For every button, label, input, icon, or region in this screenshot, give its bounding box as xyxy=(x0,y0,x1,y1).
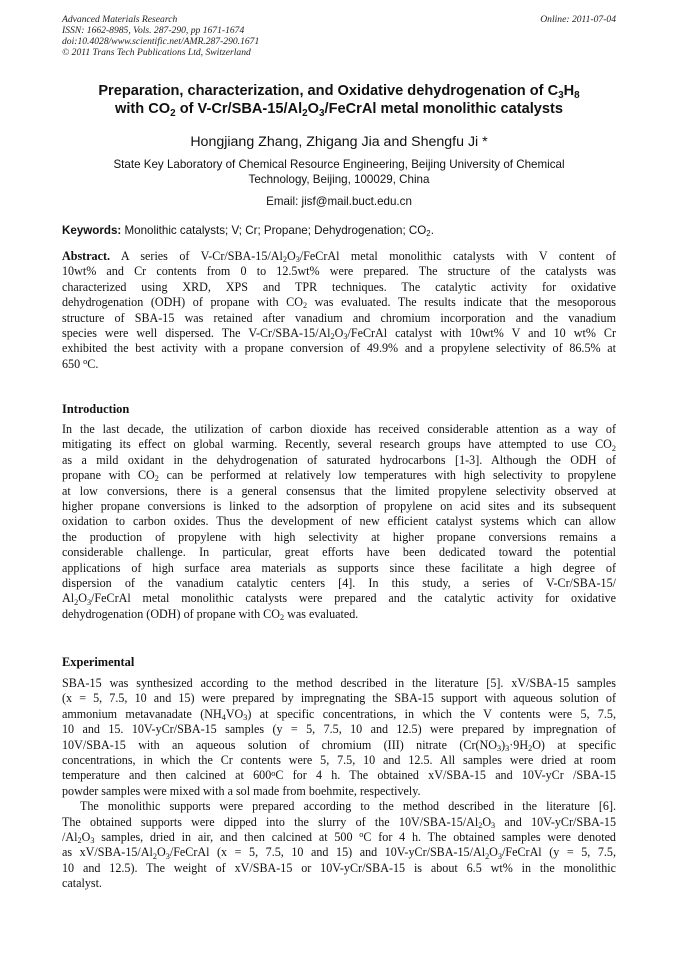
subscript-text: 3 xyxy=(497,851,503,861)
paper-title xyxy=(62,82,616,118)
text-line: The monolithic supports were prepared according to the method described in the literature [6]. xyxy=(80,799,616,814)
text-line xyxy=(62,249,616,264)
text-line xyxy=(62,591,616,606)
journal-doi: doi:10.4028/www.scientific.net/AMR.287-290.1671 xyxy=(62,36,260,47)
text-line xyxy=(62,357,616,372)
text-line: as a mild oxidant in the dehydrogenation of saturated hydrocarbons [1-3]. Although the ODH of xyxy=(62,452,616,467)
subscript-text: 2 xyxy=(77,836,82,846)
text-fragment: as xV/SBA-15/Al xyxy=(62,845,153,860)
text-line: applications of high surface area materials as supports since these facilitate a high degree of xyxy=(62,560,616,575)
journal-copyright: © 2011 Trans Tech Publications Ltd, Switzerland xyxy=(62,47,251,58)
text-fragment: Monolithic catalysts; V; Cr; Propane; Dehydrogenation; CO xyxy=(121,224,427,237)
text-fragment: samples, dried in air, and then calcined at 500 xyxy=(94,829,360,844)
text-fragment: O xyxy=(286,249,296,263)
text-fragment: was evaluated. The results indicate that the mesoporous xyxy=(307,295,616,310)
abstract-paragraph xyxy=(62,249,616,372)
text-line xyxy=(62,845,616,860)
text-fragment: O xyxy=(482,814,492,829)
introduction-paragraph xyxy=(62,422,616,622)
subscript-text: 2 xyxy=(426,229,431,239)
subscript-text: 2 xyxy=(279,612,285,622)
text-line: higher propane conversions is linked to the adsorption of propylene on acid sites and its subsequent xyxy=(62,498,616,513)
subscript-text: 3 xyxy=(86,597,92,607)
text-line: characterized using XRD, XPS and TPR techniques. The catalytic activity for oxidative xyxy=(62,279,616,294)
text-fragment: 650 xyxy=(62,356,84,371)
text-line: In the last decade, the utilization of carbon dioxide has received considerable attention as a way of xyxy=(62,422,616,436)
text-line xyxy=(62,295,616,310)
text-line: (x = 5, 7.5, 10 and 15) were prepared by impregnating the SBA-15 support with aqueous solution of xyxy=(62,691,616,706)
abstract-label: Abstract. xyxy=(62,249,111,263)
subscript-text: 2 xyxy=(152,851,157,861)
text-line xyxy=(62,768,616,783)
text-fragment: O xyxy=(78,591,87,606)
text-line: SBA-15 was synthesized according to the method described in the literature [5]. xV/SBA-15 samples xyxy=(62,676,616,690)
text-line: considerable challenge. In particular, great efforts have been dedicated toward the potential xyxy=(62,545,616,560)
subscript-text: 3 xyxy=(319,107,325,119)
subscript-text: 2 xyxy=(528,743,533,753)
subscript-text: 2 xyxy=(282,255,287,265)
text-fragment: O xyxy=(81,829,91,844)
subscript-text: 3 xyxy=(491,820,496,830)
text-fragment: ·9H xyxy=(509,737,529,752)
text-line: oxidation to carbon oxides. Thus the development of new efficient catalyst systems which can allow xyxy=(62,514,616,529)
subscript-text: 3 xyxy=(497,743,502,753)
text-line: 10 and 12.5). The weight of xV/SBA-15 or 10V-yCr/SBA-15 is about 6.5 wt% in the monolithic xyxy=(62,860,616,875)
subscript-text: 2 xyxy=(154,474,159,484)
superscript-text: o xyxy=(359,830,364,840)
text-fragment: C. xyxy=(87,356,99,371)
online-date: Online: 2011-07-04 xyxy=(540,14,616,25)
text-line: 10wt% and Cr contents from 0 to 12.5wt% were prepared. The structure of the catalysts was xyxy=(62,264,616,279)
title-line-1 xyxy=(62,82,616,100)
text-fragment: Preparation, characterization, and Oxidative dehydrogenation of C xyxy=(98,83,559,99)
subscript-text: 4 xyxy=(221,713,226,723)
text-line xyxy=(62,326,616,341)
text-fragment: ) at specific concentrations, in which the V contents were 5, 7.5, xyxy=(247,706,616,721)
text-line: at low conversions, there is a general consensus that the limited propylene selectivity observed at xyxy=(62,483,616,498)
text-fragment: mitigating its effect on global warming. Recently, several research groups have attempted to use CO xyxy=(62,437,612,452)
subscript-text: 3 xyxy=(295,255,300,265)
text-fragment: O xyxy=(156,845,166,860)
subscript-text: 2 xyxy=(330,332,335,342)
text-fragment: can be performed at relatively low temperatures with high selectivity to propylene xyxy=(158,468,616,483)
subscript-text: 3 xyxy=(558,89,564,101)
subscript-text: 3 xyxy=(243,713,248,723)
affiliation: State Key Laboratory of Chemical Resource Engineering, Beijing University of Chemical Technology, Beijing, 100029, China xyxy=(113,158,565,186)
text-fragment: temperature and then calcined at 600 xyxy=(62,768,272,783)
text-line: catalyst. xyxy=(62,876,102,891)
journal-name: Advanced Materials Research xyxy=(62,14,178,25)
text-fragment: H xyxy=(563,83,575,99)
text-line: concentrations, in which the Cr contents were 5, 7.5, 10 and 12.5. All samples were dried at room xyxy=(62,752,616,767)
text-fragment: /FeCrAl metal monolithic catalysts were prepared and the catalytic activity for oxidative xyxy=(91,591,616,606)
text-fragment: /FeCrAl catalyst with 10wt% V and 10 wt% Cr xyxy=(347,325,616,340)
subscript-text: 3 xyxy=(165,851,170,861)
text-fragment: was evaluated. xyxy=(284,606,359,621)
subscript-text: 2 xyxy=(611,443,616,453)
text-line xyxy=(62,707,616,722)
author-list: Hongjiang Zhang, Zhigang Jia and Shengfu Ji * xyxy=(190,134,488,150)
text-fragment: C for 4 h. The obtained xV/SBA-15 and 10V-yCr /SBA-15 xyxy=(275,768,616,783)
keywords xyxy=(62,223,616,238)
text-fragment: ammonium metavanadate (NH xyxy=(62,706,222,721)
text-fragment: The obtained supports were dipped into the slurry of the 10V/SBA-15/Al xyxy=(62,814,479,829)
text-fragment: with CO xyxy=(115,101,171,117)
author-email: Email: jisf@mail.buct.edu.cn xyxy=(266,195,412,208)
text-line: powder samples were mixed with a sol made from boehmite, respectively. xyxy=(62,783,421,798)
text-fragment: /FeCrAl metal monolithic catalysts xyxy=(324,101,563,117)
subscript-text: 2 xyxy=(302,107,308,119)
keywords-label: Keywords: xyxy=(62,224,122,237)
text-line xyxy=(62,738,616,753)
experimental-heading: Experimental xyxy=(62,655,135,669)
text-fragment: Al xyxy=(62,591,75,606)
text-fragment: . xyxy=(430,224,434,237)
text-fragment: /FeCrAl (x = 5, 7.5, 10 and 15) and 10V-yCr/SBA-15/Al xyxy=(169,845,486,860)
title-line-2 xyxy=(62,100,616,118)
text-fragment: O xyxy=(489,845,498,860)
text-fragment: of V-Cr/SBA-15/Al xyxy=(175,101,303,117)
subscript-text: 2 xyxy=(170,107,176,119)
text-fragment: O) at specific xyxy=(532,737,616,752)
text-line xyxy=(62,437,616,452)
text-fragment: and 10V-yCr/SBA-15 xyxy=(495,814,616,829)
text-fragment: ) xyxy=(501,737,506,752)
text-line: exhibited the best activity with a propane conversion of 49.9% and a propylene selectivity of 86.5% at xyxy=(62,341,616,356)
subscript-text: 2 xyxy=(485,851,490,861)
text-fragment: O xyxy=(307,101,320,117)
text-fragment: A series of V-Cr/SBA-15/Al xyxy=(110,249,283,263)
text-line: 10 and 15. 10V-yCr/SBA-15 samples (y = 5, 7.5, 10 and 12.5) were prepared by impregnation of xyxy=(62,722,616,737)
experimental-paragraph xyxy=(62,676,616,891)
text-fragment: dehydrogenation (ODH) of propane with CO xyxy=(62,606,280,621)
superscript-text: o xyxy=(271,768,276,778)
text-line: the production of propylene with high selectivity at higher propane conversions remains a xyxy=(62,529,616,544)
subscript-text: 8 xyxy=(574,89,580,101)
text-fragment: propane with CO xyxy=(62,468,155,483)
text-line xyxy=(62,815,616,830)
subscript-text: 3 xyxy=(343,332,348,342)
introduction-heading: Introduction xyxy=(62,402,130,416)
journal-issn: ISSN: 1662-8985, Vols. 287-290, pp 1671-1674 xyxy=(62,25,245,36)
text-fragment: /Al xyxy=(62,829,78,844)
text-fragment: O xyxy=(334,325,344,340)
subscript-text: 2 xyxy=(478,820,483,830)
subscript-text: 3 xyxy=(505,743,510,753)
text-line: structure of SBA-15 was retained after vanadium and chromium incorporation and the vanadium xyxy=(62,310,616,325)
journal-header xyxy=(62,14,422,58)
text-fragment: C for 4 h. The obtained samples were denoted xyxy=(363,829,616,844)
text-fragment: VO xyxy=(225,706,244,721)
text-fragment: /FeCrAl (y = 5, 7.5, xyxy=(502,845,616,860)
subscript-text: 2 xyxy=(74,597,79,607)
text-fragment: species were well dispersed. The V-Cr/SBA-15/Al xyxy=(62,325,331,340)
text-fragment: /FeCrAl metal monolithic catalysts with V content of xyxy=(299,249,616,263)
text-line xyxy=(62,830,616,845)
text-line: dispersion of the vanadium catalytic centers [4]. In this study, a series of V-Cr/SBA-15/ xyxy=(62,575,616,590)
subscript-text: 3 xyxy=(90,836,95,846)
text-line xyxy=(62,607,616,622)
text-fragment: 10V/SBA-15 with an aqueous solution of chromium (III) nitrate (Cr(NO xyxy=(62,737,498,752)
text-fragment: dehydrogenation (ODH) of propane with CO xyxy=(62,295,303,310)
superscript-text: o xyxy=(83,357,88,367)
subscript-text: 2 xyxy=(302,301,308,311)
text-line xyxy=(62,468,616,483)
